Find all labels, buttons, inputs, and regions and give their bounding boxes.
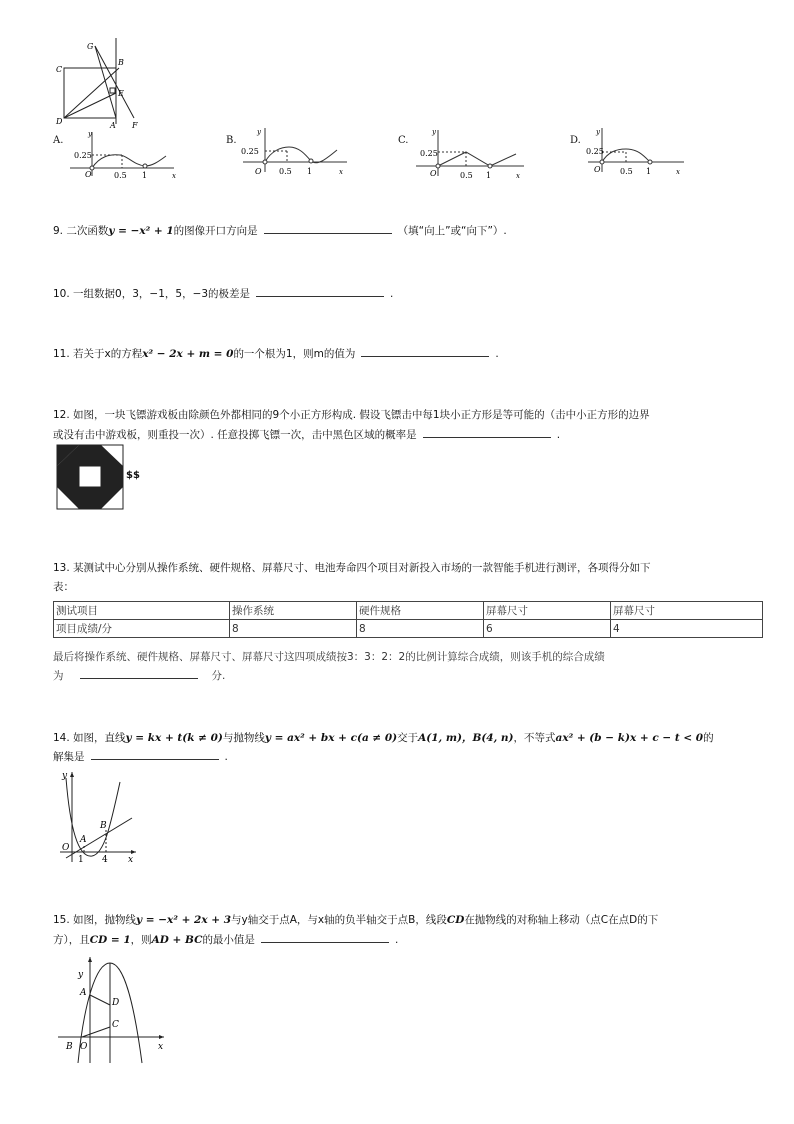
option-a-letter: A.: [53, 135, 64, 146]
svg-text:y: y: [88, 130, 92, 138]
svg-text:y: y: [78, 970, 84, 980]
figure-placeholder-label: $$: [126, 470, 140, 481]
table-header-row: [54, 602, 763, 620]
svg-text:0.5: 0.5: [279, 167, 292, 176]
question-12-line1: 12. 如图，一块飞镖游戏板由除颜色外都相同的9个小正方形构成. 假设飞镖击中每1块小正方形是等可能的（击中小正方形的边界: [53, 409, 650, 421]
table-cell: 4: [611, 620, 763, 638]
answer-blank-14[interactable]: [91, 747, 219, 760]
svg-text:O: O: [85, 170, 92, 179]
question-10: 10. 一组数据0，3，−1，5，−3的极差是 .: [53, 284, 393, 304]
table-cell: 8: [230, 620, 357, 638]
table-cell: 屏幕尺寸: [484, 602, 611, 620]
question-15-line2: 方），且CD = 1，则AD + BC的最小值是 .: [53, 930, 398, 950]
label-f: F: [132, 121, 138, 130]
svg-text:B: B: [66, 1042, 73, 1052]
svg-text:1: 1: [307, 167, 313, 176]
svg-text:1: 1: [78, 855, 84, 864]
table-cell: 测试项目: [54, 602, 230, 620]
svg-text:O: O: [430, 169, 437, 178]
svg-text:x: x: [128, 855, 134, 864]
table-cell: 操作系统: [230, 602, 357, 620]
svg-text:y: y: [432, 128, 436, 136]
question-14-line2: 解集是 .: [53, 747, 228, 767]
question-9: 9. 二次函数y = −x² + 1的图像开口方向是 （填“向上”或“向下”）.: [53, 221, 507, 241]
answer-blank-15[interactable]: [261, 930, 389, 943]
svg-text:y: y: [257, 128, 261, 136]
svg-text:y: y: [62, 771, 68, 781]
question-12-line2: 或没有击中游戏板，则重投一次）. 任意投掷飞镖一次，击中黑色区域的概率是 .: [53, 425, 560, 445]
option-c-graph: [408, 126, 528, 180]
geometry-figure-top: [52, 38, 152, 130]
answer-blank-10[interactable]: [256, 284, 384, 297]
svg-text:O: O: [594, 165, 601, 174]
svg-text:C: C: [112, 1020, 119, 1030]
option-b-letter: B.: [226, 135, 237, 146]
svg-text:0.25: 0.25: [74, 151, 92, 160]
line-parabola-figure: [56, 768, 140, 864]
svg-text:1: 1: [646, 167, 652, 176]
svg-text:A: A: [80, 835, 87, 845]
answer-blank-13[interactable]: [80, 666, 198, 679]
question-15-line1: 15. 如图，抛物线y = −x² + 2x + 3与y轴交于点A，与x轴的负半轴交于点B，线段CD在抛物线的对称轴上移动（点C在点D的下: [53, 914, 659, 926]
question-14-line1: 14. 如图，直线y = kx + t(k ≠ 0)与抛物线y = ax² + bx + c(a ≠ 0)交于A(1, m)，B(4, n)，不等式ax² + (b − k)x + c − t < 0的: [53, 732, 714, 744]
svg-text:4: 4: [102, 855, 108, 864]
answer-blank-11[interactable]: [361, 344, 489, 357]
label-b: B: [118, 58, 124, 67]
svg-text:x: x: [158, 1042, 164, 1052]
svg-text:O: O: [80, 1042, 88, 1052]
table-cell: 屏幕尺寸: [611, 602, 763, 620]
svg-text:x: x: [676, 168, 680, 176]
svg-text:0.5: 0.5: [114, 171, 127, 180]
question-13-line2: 表：: [53, 581, 74, 593]
svg-text:0.5: 0.5: [460, 171, 473, 180]
question-13-line1: 13. 某测试中心分别从操作系统、硬件规格、屏幕尺寸、电池寿命四个项目对新投入市场的一款智能手机进行测评，各项得分如下: [53, 562, 651, 574]
svg-text:x: x: [516, 172, 520, 180]
option-b-graph: [235, 124, 355, 178]
label-c: C: [56, 65, 63, 74]
svg-text:0.25: 0.25: [586, 147, 604, 156]
svg-text:O: O: [62, 843, 70, 853]
table-cell: 硬件规格: [357, 602, 484, 620]
option-a-graph: [62, 128, 182, 180]
table-cell: 6: [484, 620, 611, 638]
question-11: 11. 若关于x的方程x² − 2x + m = 0的一个根为1，则m的值为 .: [53, 344, 499, 364]
label-a: A: [110, 121, 116, 130]
svg-text:B: B: [100, 821, 107, 831]
score-table: [53, 601, 763, 638]
option-c-letter: C.: [398, 135, 409, 146]
label-d: D: [56, 117, 63, 126]
question-13-after2: 为 分.: [53, 666, 225, 686]
svg-text:A: A: [80, 988, 87, 998]
option-d-letter: D.: [570, 135, 581, 146]
svg-text:0.25: 0.25: [420, 149, 438, 158]
svg-text:1: 1: [486, 171, 492, 180]
option-d-graph: [580, 124, 690, 178]
svg-text:O: O: [255, 167, 262, 176]
svg-text:x: x: [172, 172, 176, 180]
svg-text:D: D: [112, 998, 120, 1008]
svg-text:1: 1: [142, 171, 148, 180]
answer-blank-12[interactable]: [423, 425, 551, 438]
label-e: E: [118, 89, 124, 98]
parabola-axis-figure: [56, 953, 168, 1065]
svg-text:0.25: 0.25: [241, 147, 259, 156]
table-row: [54, 620, 763, 638]
svg-text:x: x: [339, 168, 343, 176]
svg-text:y: y: [596, 128, 600, 136]
svg-text:0.5: 0.5: [620, 167, 633, 176]
dartboard-figure: [56, 444, 124, 510]
question-13-after1: 最后将操作系统、硬件规格、屏幕尺寸、屏幕尺寸这四项成绩按3：3：2：2的比例计算综合成绩，则该手机的综合成绩: [53, 651, 605, 663]
label-g: G: [87, 42, 94, 51]
table-cell: 项目成绩/分: [54, 620, 230, 638]
answer-blank-9[interactable]: [264, 221, 392, 234]
table-cell: 8: [357, 620, 484, 638]
